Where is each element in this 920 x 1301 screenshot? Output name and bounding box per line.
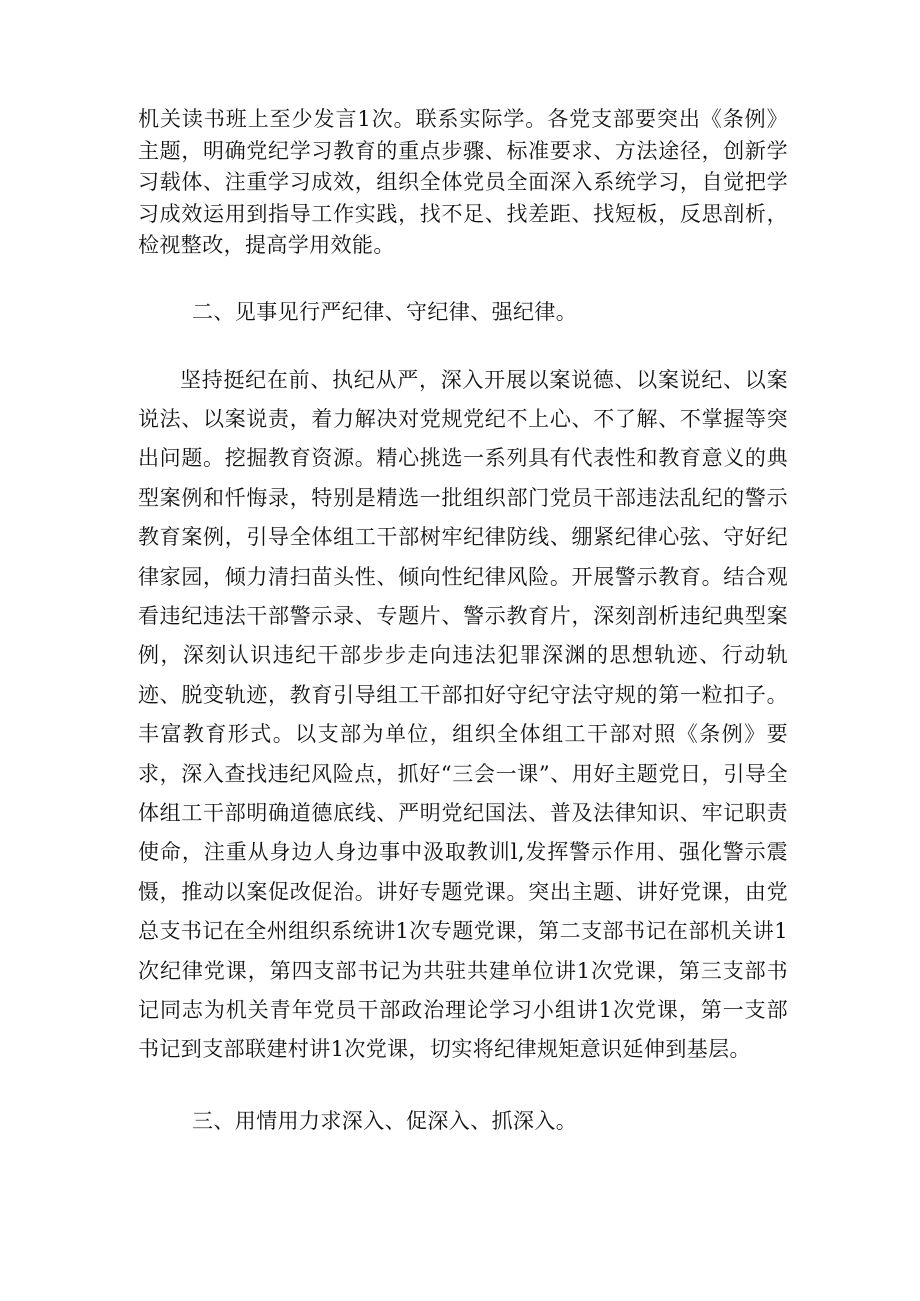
paragraph-study-practice: 机关读书班上至少发言1次。联系实际学。各党支部要突出《条例》主题，明确党纪学习教育的重点步骤、标准要求、方法途径，创新学习载体、注重学习成效，组织全体党员全面深入系统学习，自觉把学习成效运用到指导工作实践，找不足、找差距、找短板，反思剖析，检视整改，提高学用效能。 <box>138 107 788 257</box>
section-heading-3: 三、用情用力求深入、促深入、抓深入。 <box>192 1108 578 1133</box>
section-heading-2: 二、见事见行严纪律、守纪律、强纪律。 <box>192 299 578 324</box>
paragraph-discipline: 坚持挺纪在前、执纪从严，深入开展以案说德、以案说纪、以案说法、以案说责，着力解决对党规党纪不上心、不了解、不掌握等突出问题。挖掘教育资源。精心挑选一系列具有代表性和教育意义的典型案例和忏悔录，特别是精选一批组织部门党员干部违法乱纪的警示教育案例，引导全体组工干部树牢纪律防线、绷紧纪律心弦、守好纪律家园，倾力清扫苗头性、倾向性纪律风险。开展警示教育。结合观看违纪违法干部警示录、专题片、警示教育片，深刻剖析违纪典型案例，深刻认识违纪干部步步走向违法犯罪深渊的思想轨迹、行动轨迹、脱变轨迹，教育引导组工干部扣好守纪守法守规的第一粒扣子。丰富教育形式。以支部为单位，组织全体组工干部对照《条例》要求，深入查找违纪风险点，抓好“三会一课”、用好主题党日，引导全体组工干部明确道德底线、严明党纪国法、普及法律知识、牢记职责使命，注重从身边人身边事中汲取教训l,发挥警示作用、强化警示震慑，推动以案促改促治。讲好专题党课。突出主题、讲好党课，由党总支书记在全州组织系统讲1次专题党课，第二支部书记在部机关讲1次纪律党课，第四支部书记为共驻共建单位讲1次党课，第三支部书记同志为机关青年党员干部政治理论学习小组讲1次党课，第一支部书记到支部联建村讲1次党课，切实将纪律规矩意识延伸到基层。 <box>138 367 788 1062</box>
document-body <box>138 104 788 1136</box>
